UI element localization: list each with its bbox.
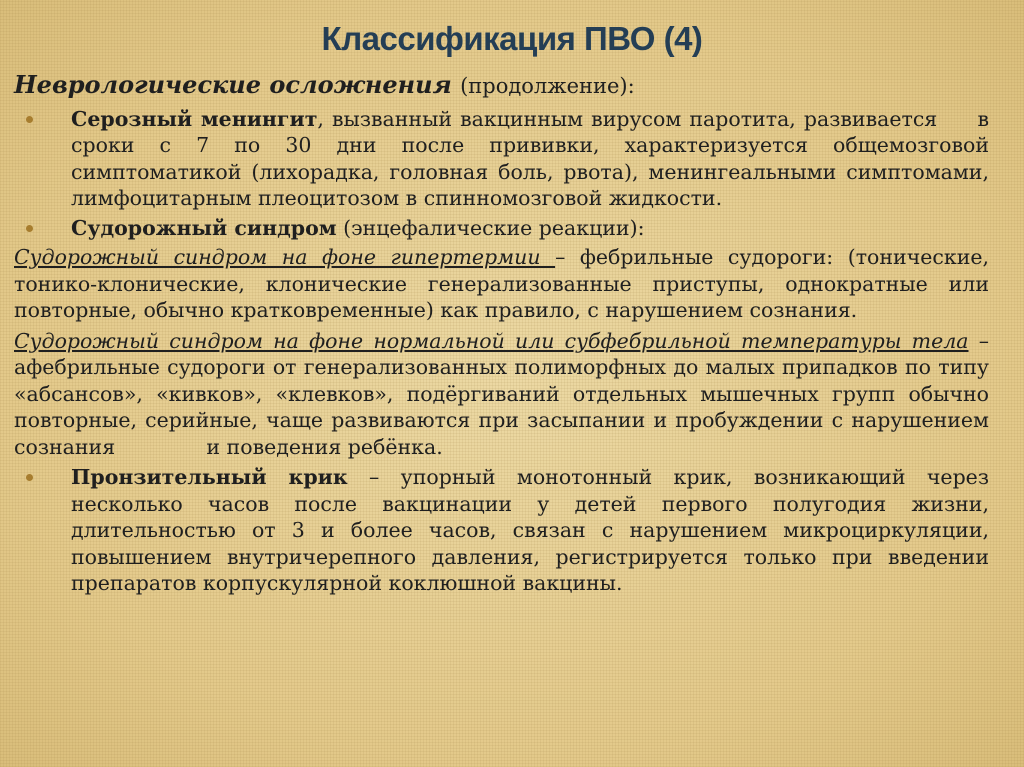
heading-paren: (продолжение): xyxy=(460,74,635,98)
slide-title: Классификация ПВО (4) xyxy=(321,20,703,57)
section-heading xyxy=(14,72,989,100)
para-hyperthermia-seizures xyxy=(14,244,989,324)
bullet-text: – упорный монотонный крик, возникающий через несколько часов после вакцинации у детей первого полугодия жизни, длительностью от 3 и более часов, связан с нарушением микроциркуляции, повышением внутричерепного давления, регистрируется только при введении препаратов корпускулярной коклюшной вакцины. xyxy=(71,465,989,595)
bullet-term: Пронзительный крик xyxy=(71,465,348,489)
para-text: – афебрильные судороги от генерализованных полиморфных до малых припадков по типу «абсансов», «кивков», «клевков», подёргиваний отдельных мышечных групп обычно повторные, серийные, чаще развиваются при засыпании и пробуждении с нарушением сознания и поведения ребёнка. xyxy=(14,328,996,459)
para-text: – фебрильные судороги: (тонические, тонико-клонические, клонические генерализованные приступы, однократные или повторные, обычно кратковременные) как правило, с нарушением сознания. xyxy=(14,245,989,322)
heading-main: Неврологические осложнения xyxy=(14,70,452,99)
bullet-term: Судорожный синдром xyxy=(71,215,337,240)
slide-content xyxy=(14,70,996,600)
bullet-dot-icon xyxy=(26,116,33,123)
bullet-serous-meningitis xyxy=(14,106,996,212)
bullet-dot-icon xyxy=(26,474,33,481)
bullet-text: (энцефалические реакции): xyxy=(336,215,645,240)
para-term: Судорожный синдром на фоне гипертермии xyxy=(14,245,556,269)
bullet-convulsive-syndrome xyxy=(14,215,989,242)
bullet-term: Серозный менингит xyxy=(71,106,318,131)
para-term: Судорожный синдром на фоне нормальной или субфебрильной температуры тела xyxy=(14,328,969,353)
bullet-dot-icon xyxy=(26,225,33,232)
para-afebrile-seizures xyxy=(14,328,996,461)
bullet-text: , вызванный вакцинным вирусом паротита, развивается в сроки с 7 по 30 дни после прививки, характеризуется общемозговой симптоматикой (лихорадка, головная боль, рвота), менингеальными симптомами, лимфоцитарным плеоцитозом в спинномозговой жидкости. xyxy=(71,106,996,210)
bullet-piercing-cry xyxy=(14,464,989,597)
